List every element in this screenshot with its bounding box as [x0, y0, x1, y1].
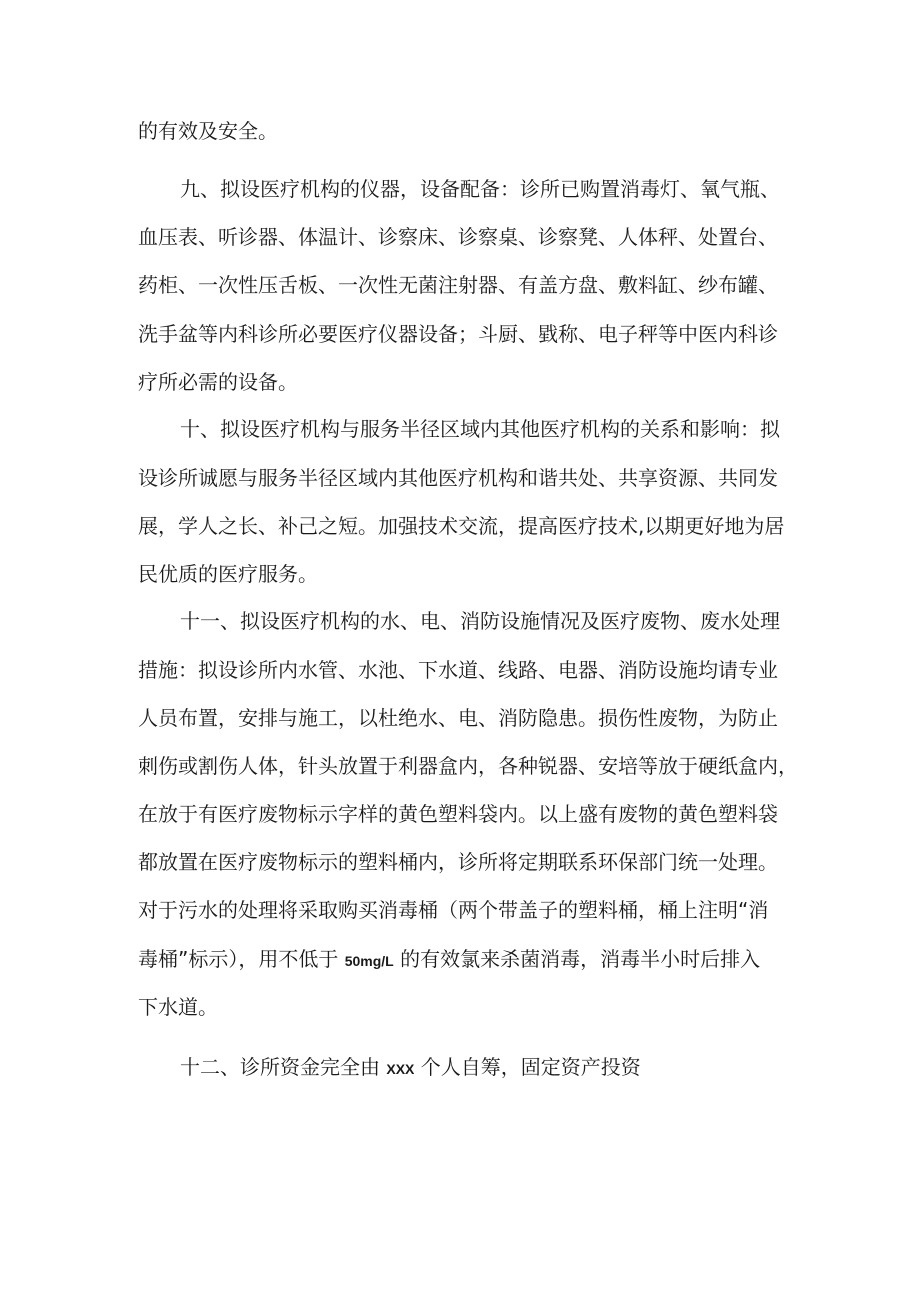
text-line: 在放于有医疗废物标示字样的黄色塑料袋内。以上盛有废物的黄色塑料袋 — [138, 802, 778, 826]
text-segment: 个人自筹，固定资产投资 — [414, 1055, 641, 1079]
paragraph-11-first-line: 十一、拟设医疗机构的水、电、消防设施情况及医疗废物、废水处理 — [180, 609, 780, 633]
text-segment: 十二、诊所资金完全由 — [180, 1055, 387, 1079]
text-line: 血压表、听诊器、体温计、诊察床、诊察桌、诊察凳、人体秤、处置台、 — [138, 225, 778, 249]
text-segment: 的有效氯来杀菌消毒，消毒半小时后排入 — [393, 947, 761, 971]
concentration-value: 50mg/L — [344, 953, 394, 969]
paragraph-10-first-line: 十、拟设医疗机构与服务半径区域内其他医疗机构的关系和影响：拟 — [180, 417, 780, 441]
text-line: 对于污水的处理将采取购买消毒桶（两个带盖子的塑料桶，桶上注明“消 — [138, 898, 769, 922]
text-line: 刺伤或割伤人体，针头放置于利器盒内，各种锐器、安培等放于硬纸盒内， — [138, 754, 798, 778]
text-line: 设诊所诚愿与服务半径区域内其他医疗机构和谐共处、共享资源、共同发 — [138, 466, 778, 490]
text-line: 都放置在医疗废物标示的塑料桶内，诊所将定期联系环保部门统一处理。 — [138, 850, 778, 874]
text-line: 药柜、一次性压舌板、一次性无菌注射器、有盖方盘、敷料缸、纱布罐、 — [138, 273, 778, 297]
paragraph-12-first-line — [0, 1052, 920, 1082]
text-line: 措施：拟设诊所内水管、水池、下水道、线路、电器、消防设施均请专业 — [138, 658, 778, 682]
text-line: 的有效及安全。 — [138, 119, 278, 143]
text-line: 展，学人之长、补己之短。加强技术交流，提高医疗技术,以期更好地为居 — [138, 514, 785, 538]
text-line: 洗手盆等内科诊所必要医疗仪器设备；斗厨、戥称、电子秤等中医内科诊 — [138, 322, 778, 346]
paragraph-9-first-line: 九、拟设医疗机构的仪器，设备配备：诊所已购置消毒灯、氧气瓶、 — [180, 177, 780, 201]
placeholder-name: XXX — [386, 1061, 415, 1077]
text-line: 下水道。 — [138, 995, 218, 1019]
text-line: 疗所必需的设备。 — [138, 370, 298, 394]
text-line: 民优质的医疗服务。 — [138, 562, 318, 586]
text-segment: 毒桶”标示），用不低于 — [138, 947, 345, 971]
text-line: 人员布置，安排与施工，以杜绝水、电、消防隐患。损伤性废物，为防止 — [138, 706, 778, 730]
text-line-with-concentration — [0, 944, 920, 974]
